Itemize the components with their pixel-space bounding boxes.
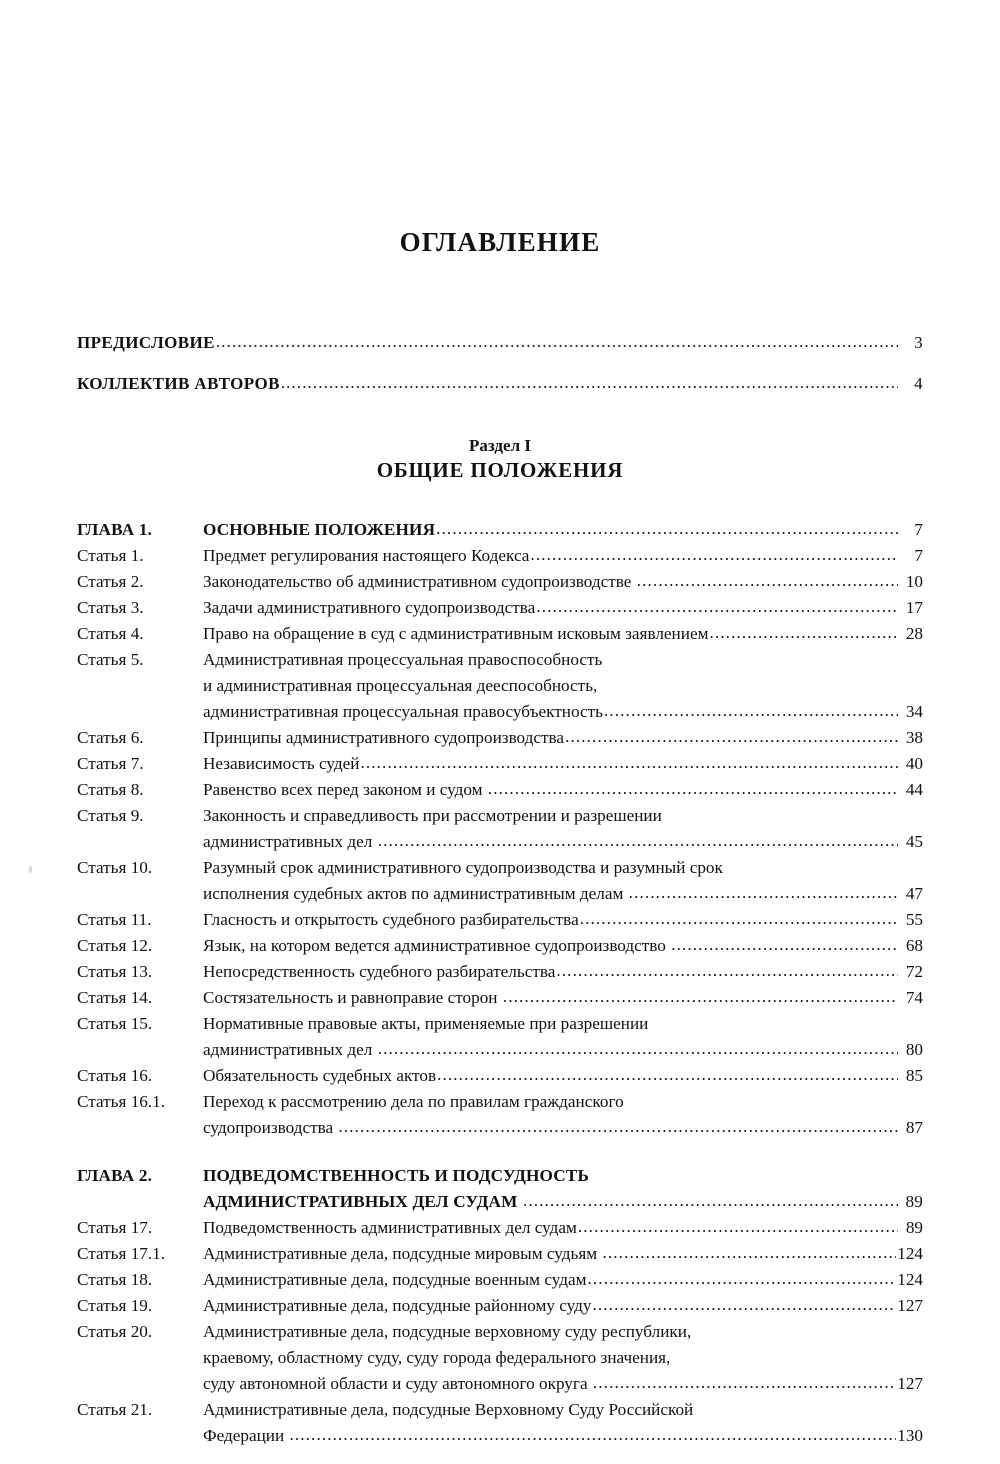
toc-article-label: Статья 17. (77, 1217, 153, 1237)
toc-entry-page: 130 (897, 1425, 923, 1445)
toc-article-body (203, 803, 923, 855)
toc-entry-line (203, 1037, 923, 1063)
toc-entry-line (203, 1215, 923, 1241)
toc-article-body (203, 569, 923, 595)
toc-entry-page: 87 (905, 1117, 923, 1137)
toc-entry-title: Административная процессуальная правоспособность (203, 649, 603, 669)
toc-article-row[interactable] (77, 1397, 923, 1449)
toc-article-body (203, 933, 923, 959)
toc-article-body (203, 959, 923, 985)
dot-leader (436, 516, 898, 542)
toc-entry-page: 80 (905, 1039, 923, 1059)
toc-entry-line (203, 725, 923, 751)
toc-entry-title: Состязательность и равноправие сторон (203, 987, 502, 1007)
part-name: ОБЩИЕ ПОЛОЖЕНИЯ (376, 457, 624, 482)
toc-entry-line (203, 907, 923, 933)
toc-article-row[interactable] (77, 751, 923, 777)
toc-article-label: Статья 14. (77, 987, 153, 1007)
toc-entry-page: 7 (914, 545, 923, 565)
toc-article-body (203, 621, 923, 647)
toc-entry-title: Предмет регулирования настоящего Кодекса (203, 545, 530, 565)
dot-leader (602, 1240, 896, 1266)
toc-chapter-2-body (203, 1163, 923, 1215)
toc-entry-title: и административная процессуальная дееспособность, (203, 675, 598, 695)
toc-article-label: Статья 5. (77, 649, 144, 669)
toc-article-body (203, 647, 923, 725)
toc-entry-title: Обязательность судебных актов (203, 1065, 437, 1085)
toc-article-body (203, 595, 923, 621)
toc-article-row[interactable] (77, 907, 923, 933)
dot-leader (360, 750, 898, 776)
toc-entry-authors-page: 4 (914, 373, 923, 393)
page-title: ОГЛАВЛЕНИЕ (399, 227, 601, 257)
toc-entry-line (203, 1319, 923, 1345)
toc-entry-page: 127 (897, 1295, 923, 1315)
toc-article-list-chapter-2 (77, 1215, 923, 1449)
toc-article-body (203, 1267, 923, 1293)
toc-entry-page: 28 (905, 623, 923, 643)
dot-leader (588, 1266, 897, 1292)
dot-leader (637, 568, 898, 594)
toc-chapter-1[interactable] (77, 517, 923, 543)
toc-entry-page: 44 (905, 779, 923, 799)
toc-entry-title: Административные дела, подсудные мировым судьям (203, 1243, 602, 1263)
toc-article-label: Статья 20. (77, 1321, 153, 1341)
toc-entry-line (203, 1293, 923, 1319)
toc-entry-line (203, 933, 923, 959)
toc-entry-line (203, 543, 923, 569)
toc-entry-page: 89 (905, 1191, 923, 1211)
dot-leader (536, 594, 898, 620)
toc-entry-title: судопроизводства (203, 1117, 338, 1137)
toc-article-label: Статья 21. (77, 1399, 153, 1419)
dot-leader (437, 1062, 898, 1088)
toc-article-label: Статья 1. (77, 545, 144, 565)
toc-entry-line (203, 1089, 923, 1115)
toc-entry-line (203, 1267, 923, 1293)
toc-entry-page: 34 (905, 701, 923, 721)
toc-entry-line (203, 1241, 923, 1267)
toc-entry-page: 68 (905, 935, 923, 955)
toc-entry-line (203, 803, 923, 829)
dot-leader (671, 932, 898, 958)
toc-entry-line (203, 1163, 923, 1189)
toc-entry-title: Административные дела, подсудные Верховному Суду Российской (203, 1399, 694, 1419)
toc-entry-page: 55 (905, 909, 923, 929)
toc-entry-title: краевому, областному суду, суду города федерального значения, (203, 1347, 671, 1367)
toc-entry-preface-page: 3 (914, 332, 923, 352)
toc-entry-authors-label: КОЛЛЕКТИВ АВТОРОВ (77, 373, 280, 393)
dot-leader (488, 776, 898, 802)
toc-entry-page: 127 (897, 1373, 923, 1393)
toc-article-body (203, 1011, 923, 1063)
toc-entry-title: Административные дела, подсудные военным судам (203, 1269, 587, 1289)
toc-article-row[interactable] (77, 1011, 923, 1063)
toc-entry-line (203, 1423, 923, 1449)
toc-entry-line (203, 881, 923, 907)
toc-article-body (203, 1319, 923, 1397)
toc-entry-line (203, 699, 923, 725)
toc-entry-title: Равенство всех перед законом и судом (203, 779, 487, 799)
toc-entry-page: 124 (897, 1243, 923, 1263)
toc-entry-page: 17 (905, 597, 923, 617)
toc-article-body (203, 1215, 923, 1241)
toc-entry-page: 72 (905, 961, 923, 981)
toc-article-label: Статья 12. (77, 935, 153, 955)
toc-article-label: Статья 9. (77, 805, 144, 825)
toc-entry-line (203, 595, 923, 621)
toc-entry-page: 47 (905, 883, 923, 903)
toc-content (77, 0, 923, 1449)
part-heading (77, 435, 923, 483)
toc-entry-title: Гласность и открытость судебного разбирательства (203, 909, 579, 929)
toc-article-label: Статья 3. (77, 597, 144, 617)
toc-article-body (203, 907, 923, 933)
toc-article-row[interactable] (77, 595, 923, 621)
toc-article-label: Статья 17.1. (77, 1243, 166, 1263)
toc-entry-title: Право на обращение в суд с административным исковым заявлением (203, 623, 709, 643)
toc-entry-title: Задачи административного судопроизводства (203, 597, 536, 617)
toc-article-label: Статья 8. (77, 779, 144, 799)
toc-article-label: Статья 19. (77, 1295, 153, 1315)
toc-entry-line (203, 1371, 923, 1397)
toc-entry-title: Административные дела, подсудные районному суду (203, 1295, 592, 1315)
scan-artifact-speck (29, 866, 32, 873)
toc-article-list-chapter-1 (77, 543, 923, 1141)
toc-entry-preface[interactable] (77, 330, 923, 356)
toc-article-body (203, 985, 923, 1011)
toc-article-row[interactable] (77, 647, 923, 725)
toc-entry-line (203, 959, 923, 985)
toc-article-body (203, 751, 923, 777)
toc-entry-page: 74 (905, 987, 923, 1007)
toc-entry-line (203, 517, 923, 543)
toc-entry-title: Административные дела, подсудные верховному суду республики, (203, 1321, 692, 1341)
toc-entry-title: Принципы административного судопроизводства (203, 727, 565, 747)
toc-article-row[interactable] (77, 959, 923, 985)
toc-entry-line (203, 647, 923, 673)
toc-article-label: Статья 16. (77, 1065, 153, 1085)
toc-entry-title: Независимость судей (203, 753, 360, 773)
dot-leader (593, 1370, 896, 1396)
part-kicker: Раздел I (469, 435, 531, 455)
toc-entry-title: Законность и справедливость при рассмотрении и разрешении (203, 805, 662, 825)
dot-leader (378, 1036, 898, 1062)
toc-article-row[interactable] (77, 1267, 923, 1293)
dot-leader (578, 1214, 898, 1240)
toc-entry-title: исполнения судебных актов по административным делам (203, 883, 628, 903)
toc-entry-line (203, 673, 923, 699)
toc-article-row[interactable] (77, 1241, 923, 1267)
toc-entry-page: 45 (905, 831, 923, 851)
toc-article-body (203, 1293, 923, 1319)
toc-entry-title: ПОДВЕДОМСТВЕННОСТЬ И ПОДСУДНОСТЬ (203, 1165, 589, 1185)
toc-chapter-1-body (203, 517, 923, 543)
toc-entry-title: Непосредственность судебного разбирательства (203, 961, 556, 981)
dot-leader (289, 1422, 896, 1448)
toc-article-label: Статья 4. (77, 623, 144, 643)
toc-entry-page: 89 (905, 1217, 923, 1237)
toc-article-row[interactable] (77, 803, 923, 855)
dot-leader (580, 906, 898, 932)
toc-entry-title: Законодательство об административном судопроизводстве (203, 571, 636, 591)
toc-entry-title: Язык, на котором ведется административное судопроизводство (203, 935, 671, 955)
toc-article-label: Статья 13. (77, 961, 153, 981)
toc-entry-line (203, 855, 923, 881)
dot-leader (565, 724, 898, 750)
toc-article-body (203, 1241, 923, 1267)
toc-article-label: Статья 2. (77, 571, 144, 591)
toc-article-row[interactable] (77, 1293, 923, 1319)
toc-entry-page: 124 (897, 1269, 923, 1289)
toc-entry-line (203, 1189, 923, 1215)
toc-entry-title: суду автономной области и суду автономного округа (203, 1373, 592, 1393)
toc-entry-line (203, 751, 923, 777)
toc-article-label: Статья 6. (77, 727, 144, 747)
toc-article-row[interactable] (77, 1063, 923, 1089)
toc-entry-title: Подведомственность административных дел судам (203, 1217, 577, 1237)
toc-article-body (203, 1089, 923, 1141)
toc-entry-title: Переход к рассмотрению дела по правилам гражданского (203, 1091, 624, 1111)
dot-leader (556, 958, 898, 984)
toc-article-label: Статья 10. (77, 857, 153, 877)
toc-article-row[interactable] (77, 777, 923, 803)
toc-article-body (203, 1397, 923, 1449)
toc-article-row[interactable] (77, 621, 923, 647)
dot-leader (378, 828, 898, 854)
toc-entry-line (203, 621, 923, 647)
toc-article-label: Статья 16.1. (77, 1091, 166, 1111)
toc-entry-title: Нормативные правовые акты, применяемые при разрешении (203, 1013, 649, 1033)
dot-leader (530, 542, 898, 568)
toc-entry-line (203, 1011, 923, 1037)
toc-article-row[interactable] (77, 725, 923, 751)
dot-leader (503, 984, 898, 1010)
toc-article-body (203, 543, 923, 569)
toc-article-row[interactable] (77, 1319, 923, 1397)
toc-entry-line (203, 985, 923, 1011)
toc-chapter-2-label: ГЛАВА 2. (77, 1165, 153, 1185)
toc-entry-title: административных дел (203, 831, 377, 851)
toc-article-row[interactable] (77, 855, 923, 907)
toc-article-body (203, 855, 923, 907)
toc-entry-line (203, 1397, 923, 1423)
toc-entry-title: административная процессуальная правосубъектность (203, 701, 603, 721)
toc-entry-line (203, 1063, 923, 1089)
toc-entry-line (203, 1345, 923, 1371)
toc-entry-line (203, 829, 923, 855)
toc-entry-line (203, 569, 923, 595)
toc-chapter-1-label: ГЛАВА 1. (77, 519, 153, 539)
toc-entry-title: Разумный срок административного судопроизводства и разумный срок (203, 857, 723, 877)
toc-entry-preface-label: ПРЕДИСЛОВИЕ (77, 332, 215, 352)
toc-article-row[interactable] (77, 933, 923, 959)
toc-article-label: Статья 18. (77, 1269, 153, 1289)
dot-leader (593, 1292, 897, 1318)
dot-leader (629, 880, 898, 906)
dot-leader (216, 329, 898, 355)
toc-entry-line (203, 1115, 923, 1141)
toc-entry-page: 7 (914, 519, 923, 539)
dot-leader (281, 370, 898, 396)
toc-entry-page: 38 (905, 727, 923, 747)
toc-entry-title: ОСНОВНЫЕ ПОЛОЖЕНИЯ (203, 519, 436, 539)
toc-article-body (203, 1063, 923, 1089)
toc-article-row[interactable] (77, 569, 923, 595)
toc-entry-title: АДМИНИСТРАТИВНЫХ ДЕЛ СУДАМ (203, 1191, 522, 1211)
toc-article-row[interactable] (77, 1089, 923, 1141)
toc-article-row[interactable] (77, 543, 923, 569)
dot-leader (709, 620, 898, 646)
toc-article-body (203, 777, 923, 803)
toc-article-row[interactable] (77, 1215, 923, 1241)
toc-article-label: Статья 15. (77, 1013, 153, 1033)
toc-article-label: Статья 11. (77, 909, 152, 929)
dot-leader (523, 1188, 898, 1214)
toc-article-label: Статья 7. (77, 753, 144, 773)
toc-article-row[interactable] (77, 985, 923, 1011)
toc-entry-title: Федерации (203, 1425, 289, 1445)
toc-entry-page: 85 (905, 1065, 923, 1085)
toc-chapter-2[interactable] (77, 1163, 923, 1215)
toc-entry-title: административных дел (203, 1039, 377, 1059)
toc-entry-authors[interactable] (77, 371, 923, 397)
dot-leader (604, 698, 898, 724)
toc-entry-page: 40 (905, 753, 923, 773)
toc-article-body (203, 725, 923, 751)
dot-leader (338, 1114, 898, 1140)
toc-entry-page: 10 (905, 571, 923, 591)
toc-entry-line (203, 777, 923, 803)
